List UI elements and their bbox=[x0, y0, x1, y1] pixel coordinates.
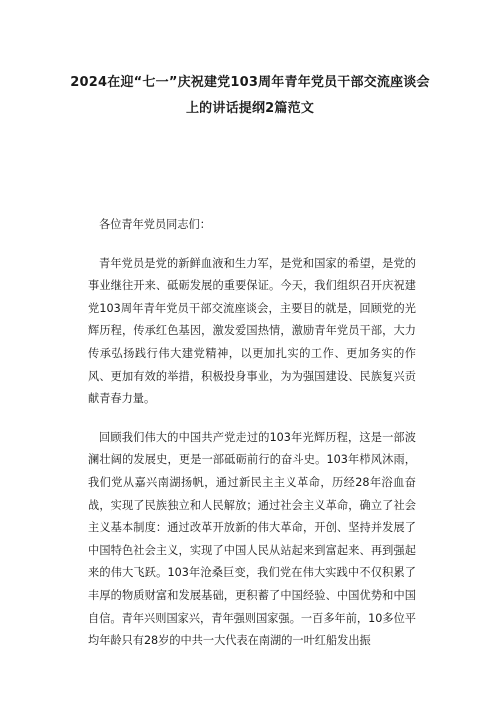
paragraph-1: 青年党员是党的新鲜血液和生力军，是党和国家的希望，是党的事业继往开来、砥砺发展的重要保证。今天，我们组织召开庆祝建党103周年青年党员干部交流座谈会，主要目的就是，回顾党的光辉历程，传承红色基因，激发爱国热情，激励青年党员干部，大力传承弘扬践行伟大建党精神，以更加扎实的工作、更加务实的作风、更加有效的举措，积极投身事业，为为强国建设、民族复兴贡献青春力量。 bbox=[88, 256, 416, 406]
document-title bbox=[0, 70, 500, 122]
salutation: 各位青年党员同志们： bbox=[99, 218, 211, 231]
title-line-1: 2024在迎“七一”庆祝建党103周年青年党员干部交流座谈会 bbox=[70, 75, 430, 90]
title-line-2: 上的讲话提纲2篇范文 bbox=[185, 101, 315, 116]
paragraph-2: 回顾我们伟大的中国共产党走过的103年光辉历程，这是一部波澜壮阔的发展史，更是一部砥砺前行的奋斗史。103年栉风沐雨，我们党从嘉兴南湖扬帆，通过新民主主义革命，历经28年浴血奋战，实现了民族独立和人民解放；通过社会主义革命，确立了社会主义基本制度：通过改革开放新的伟大革命，开创、坚持并发展了中国特色社会主义，实现了中国人民从站起来到富起来、再到强起来的伟大飞跃。103年沧桑巨变，我们党在伟大实践中不仅积累了丰厚的物质财富和发展基础，更积蓄了中国经验、中国优势和中国自信。青年兴则国家兴，青年强则国家强。一百多年前，10多位平均年龄只有28岁的中共一大代表在南湖的一叶红船发出振 bbox=[88, 430, 416, 648]
document-body bbox=[88, 214, 416, 653]
